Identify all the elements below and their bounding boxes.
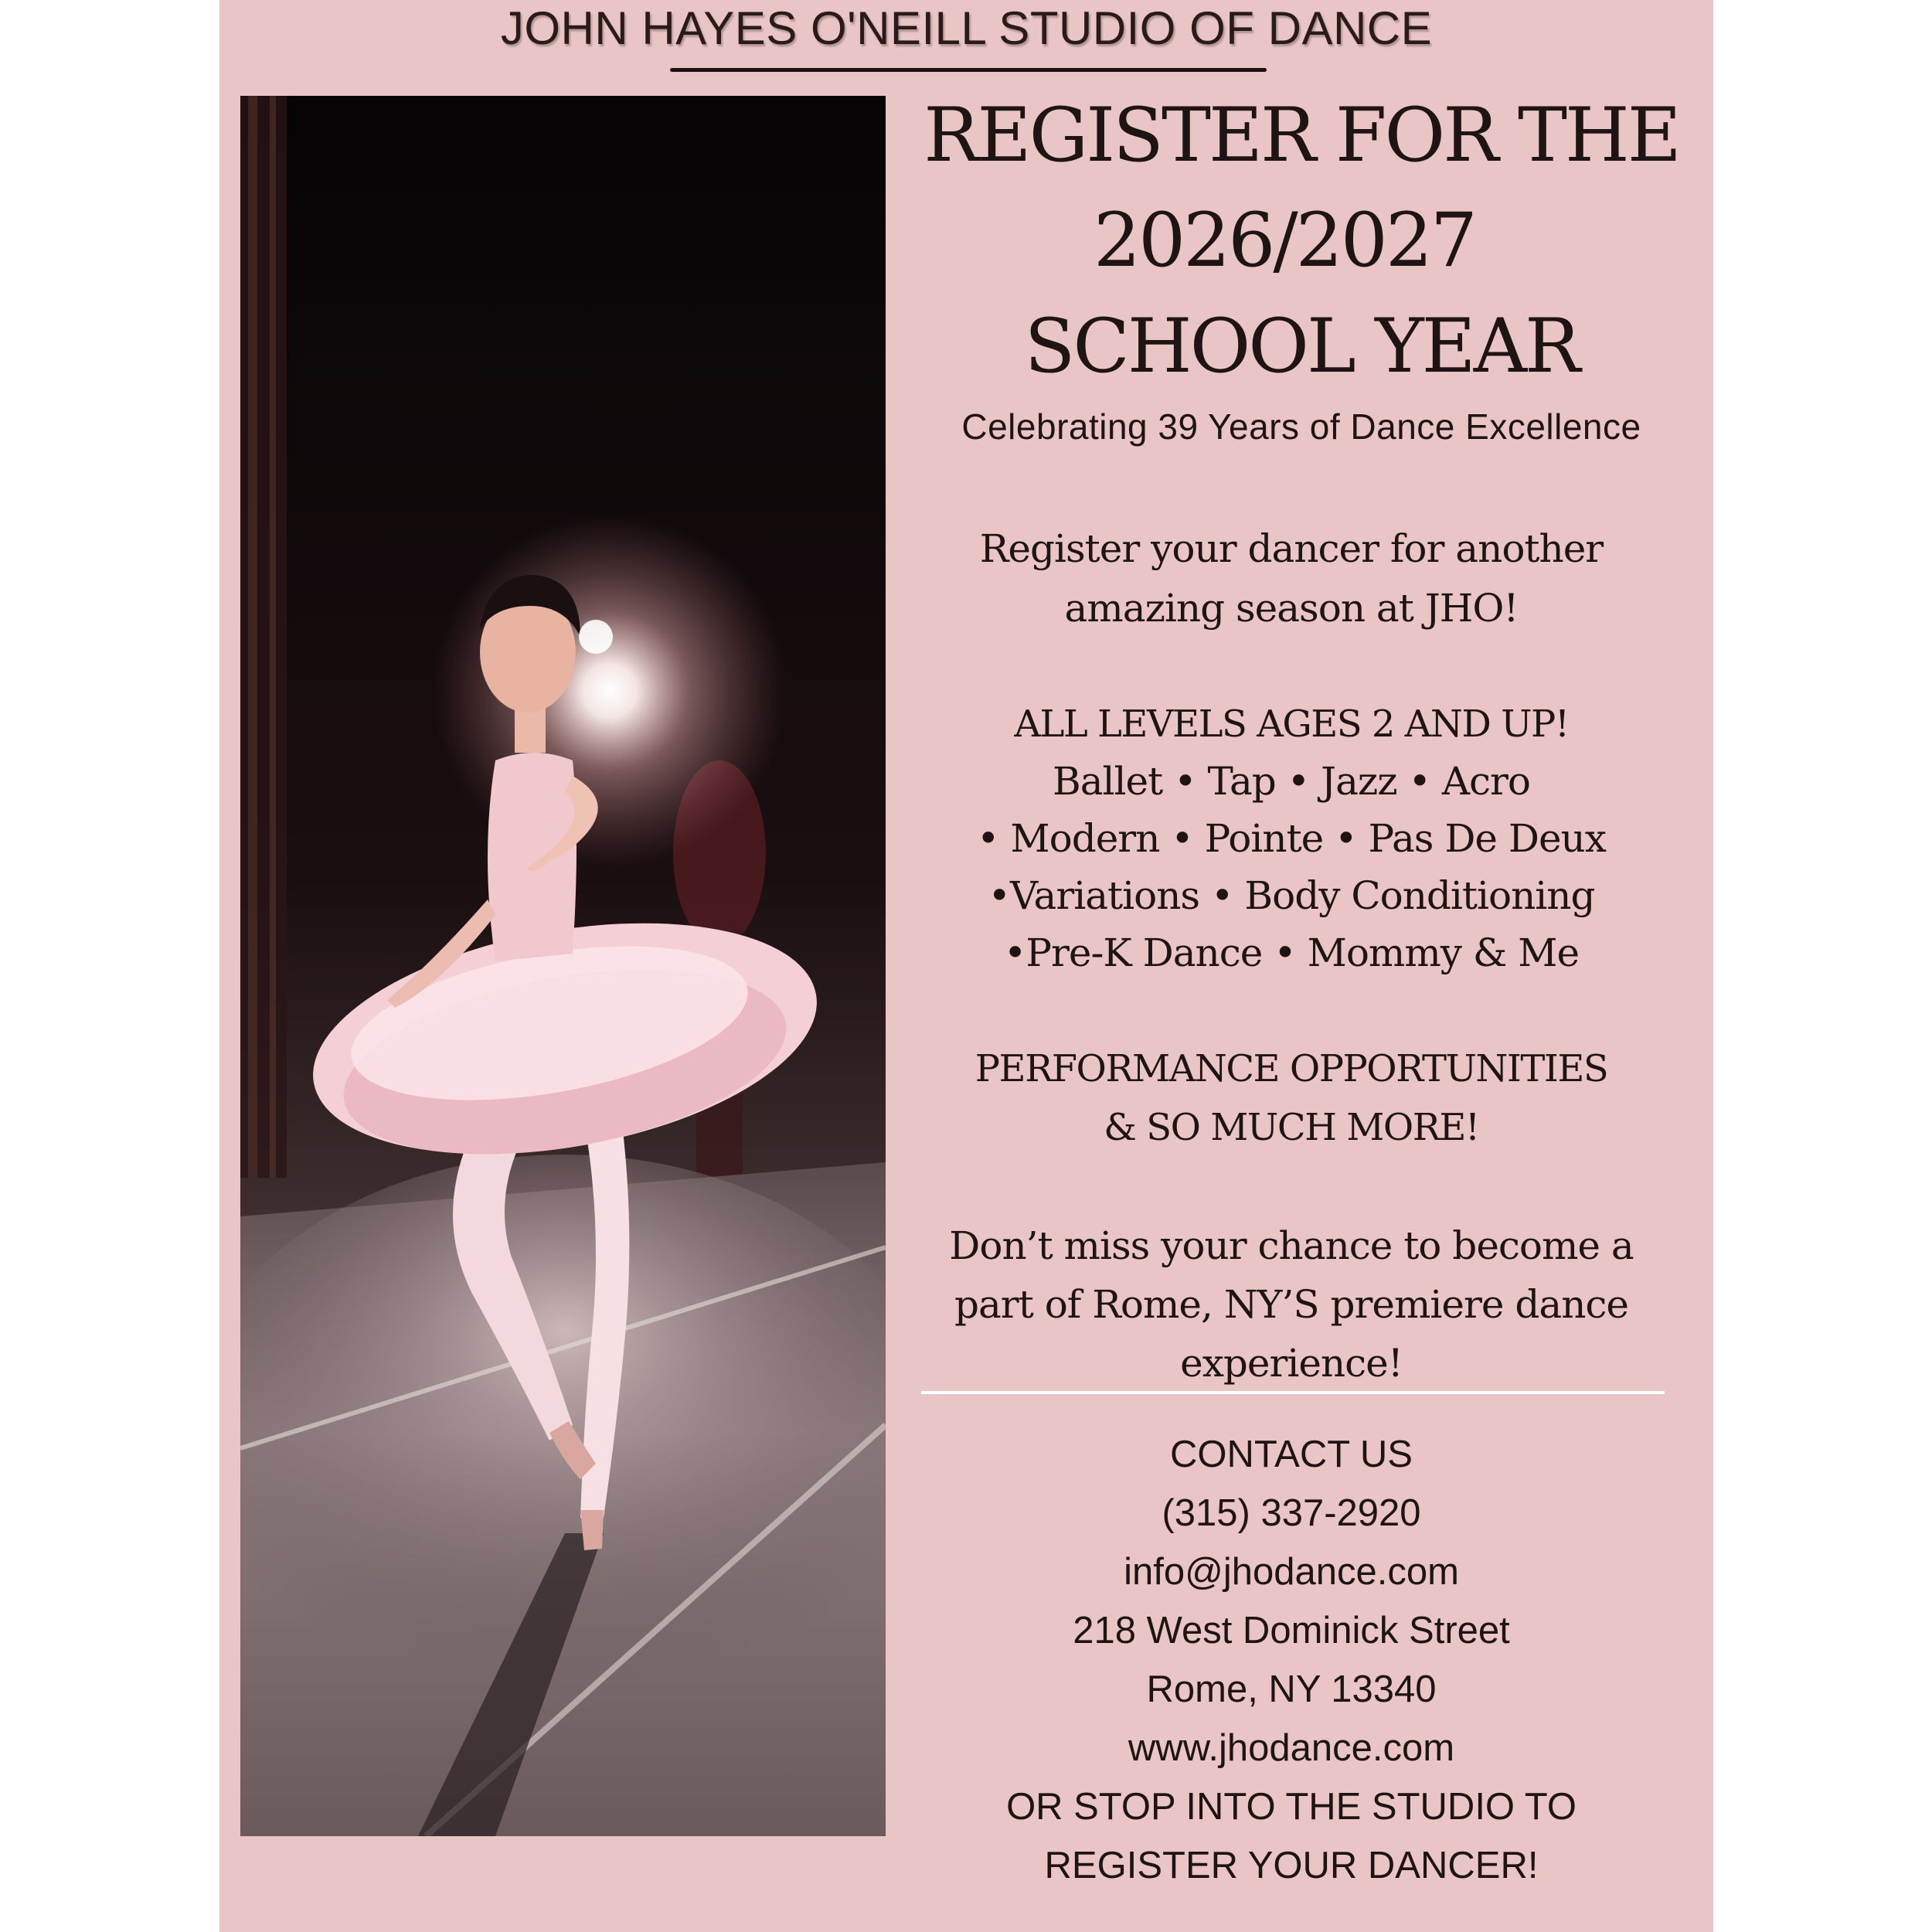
contact-city: Rome, NY 13340: [1146, 1668, 1437, 1710]
classes-line-4: •Pre-K Dance • Mommy & Me: [1003, 930, 1580, 975]
closing-line-1: Don’t miss your chance to become a: [949, 1223, 1634, 1268]
headline-line-3: SCHOOL YEAR: [1024, 303, 1579, 389]
ballerina-illustration: [240, 96, 886, 1836]
cta-line-2: REGISTER YOUR DANCER!: [1044, 1845, 1539, 1886]
ballerina-photo: [240, 96, 886, 1836]
contact-phone[interactable]: (315) 337-2920: [1162, 1492, 1421, 1534]
content-column: [900, 0, 1703, 1932]
performance-line-1: PERFORMANCE OPPORTUNITIES: [975, 1047, 1608, 1090]
section-divider: [921, 1391, 1665, 1394]
classes-heading: ALL LEVELS AGES 2 AND UP!: [1014, 702, 1569, 746]
closing-line-2: part of Rome, NY’S premiere dance: [954, 1282, 1629, 1327]
contact-heading: CONTACT US: [1170, 1434, 1413, 1475]
intro-line-2: amazing season at JHO!: [1064, 586, 1519, 631]
headline-line-1: REGISTER FOR THE: [923, 92, 1679, 179]
contact-email[interactable]: info@jhodance.com: [1124, 1551, 1459, 1593]
classes-line-1: Ballet • Tap • Jazz • Acro: [1053, 759, 1530, 804]
headline-line-2: 2026/2027: [1094, 197, 1475, 284]
studio-name: JOHN HAYES O'NEILL STUDIO OF DANCE: [500, 2, 1433, 54]
performance-line-2: & SO MUCH MORE!: [1104, 1106, 1479, 1149]
classes-line-3: •Variations • Body Conditioning: [988, 873, 1595, 918]
tagline: Celebrating 39 Years of Dance Excellence: [961, 406, 1641, 447]
closing-line-3: experience!: [1180, 1341, 1403, 1386]
classes-line-2: • Modern • Pointe • Pas De Deux: [977, 816, 1606, 861]
contact-website[interactable]: www.jhodance.com: [1128, 1727, 1455, 1769]
contact-street: 218 West Dominick Street: [1073, 1610, 1510, 1651]
intro-line-1: Register your dancer for another: [979, 526, 1604, 571]
flyer: [219, 0, 1713, 1932]
cta-line-1: OR STOP INTO THE STUDIO TO: [1006, 1786, 1577, 1828]
